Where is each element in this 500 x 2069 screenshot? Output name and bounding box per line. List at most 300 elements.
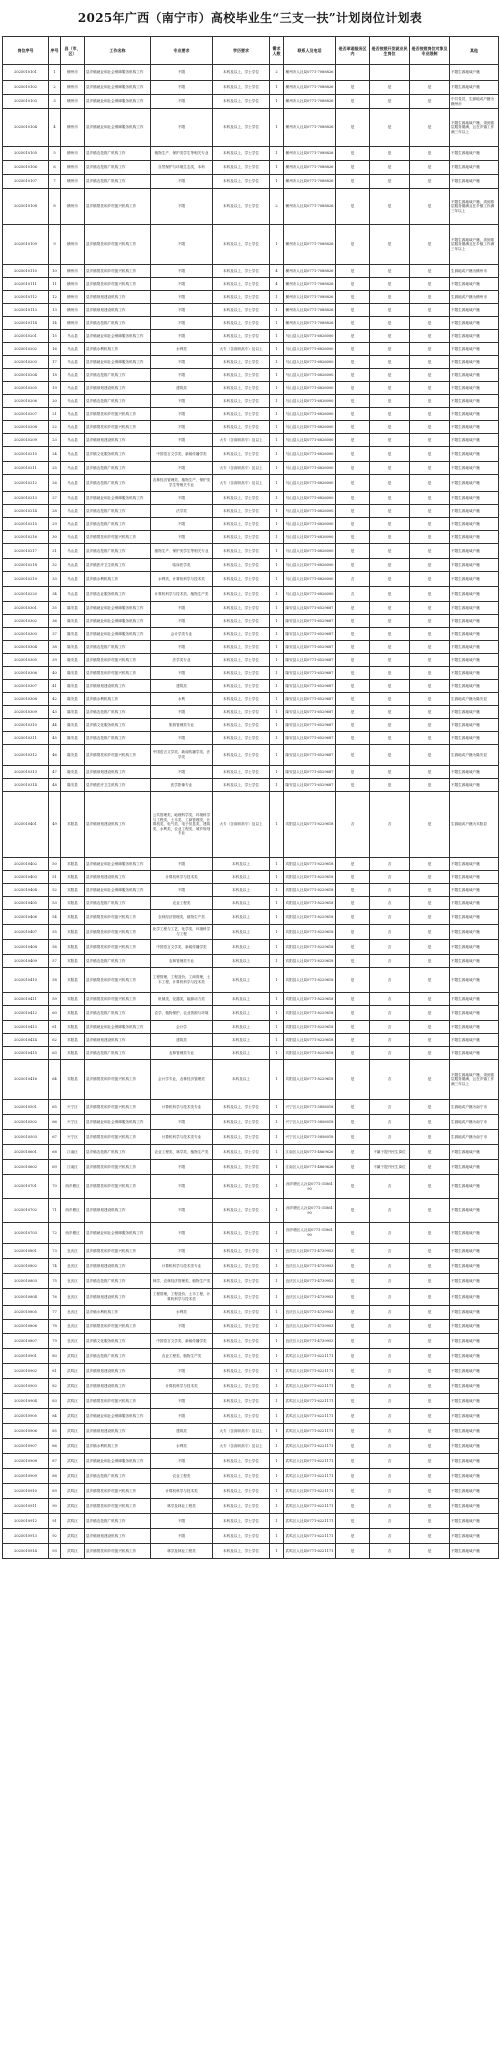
cell-notes: 不限生源地域户籍 — [450, 968, 499, 993]
column-header: 其他 — [450, 37, 499, 65]
cell-livelihood: 是 — [370, 175, 410, 189]
cell-livelihood: 是 — [370, 189, 410, 225]
cell-major: 法学类专业 — [151, 654, 213, 667]
cell-commit: 是 — [336, 559, 370, 572]
cell-position-code: 2025010310 — [3, 719, 49, 732]
cell-restriction: 是 — [410, 1394, 450, 1409]
table-row — [3, 421, 499, 434]
cell-livelihood: 否 — [370, 910, 410, 925]
cell-work-unit: 县乡镇农技推广机构工作 — [85, 1145, 151, 1160]
cell-position-code: 2025010907 — [3, 1439, 49, 1454]
cell-position-code: 2025010314 — [3, 779, 49, 792]
cell-major: 计算机科学与技术类专业 — [151, 1130, 213, 1145]
cell-major: 农业工程类，林学类，植物生产类 — [151, 1145, 213, 1160]
cell-notes: 不限生源地域户籍 — [450, 343, 499, 356]
table-row — [3, 265, 499, 278]
cell-commit: 是 — [336, 858, 370, 871]
cell-commit: 是 — [336, 369, 370, 382]
cell-major: 计算机科学与技术类，植物生产类 — [151, 587, 213, 602]
cell-work-unit: 县乡镇帮扶和乡村振兴机构工作 — [85, 1100, 151, 1115]
table-row — [3, 1454, 499, 1469]
cell-work-unit: 县乡镇水利机构工作 — [85, 1306, 151, 1320]
cell-livelihood: 否 — [370, 897, 410, 910]
cell-notes: 不限生源地域户籍 — [450, 871, 499, 884]
cell-work-unit: 县乡镇就业和社会保障服务机构工作 — [85, 492, 151, 505]
table-row — [3, 1060, 499, 1100]
cell-commit: 是 — [336, 1060, 370, 1100]
cell-contact: 隆安县人社局0771-6529687 — [284, 693, 336, 706]
cell-restriction: 是 — [410, 356, 450, 369]
cell-contact: 横州市人社局0771-7088826 — [284, 304, 336, 317]
cell-major: 农林经济管理类，植物生产、保护类学生等相关专业 — [151, 475, 213, 492]
cell-restriction: 是 — [410, 1034, 450, 1047]
cell-commit: 是 — [336, 189, 370, 225]
cell-contact: 马山县人社局0771-6826000 — [284, 395, 336, 408]
cell-work-unit: 县乡镇水利机构工作 — [85, 343, 151, 356]
cell-major: 公共管理类，地理科学类，环境科学与工程类，土木类，工商管理类，计算机类，电气类，电子信息类，建筑类，水利类，农业工程类，城乡规划专业 — [151, 792, 213, 858]
cell-restriction: 是 — [410, 745, 450, 766]
cell-serial-no: 17 — [49, 356, 61, 369]
cell-work-unit: 县乡镇就业和社会保障服务机构工作 — [85, 81, 151, 95]
cell-major: 不限 — [151, 1199, 213, 1223]
cell-education: 本科及以上，学士学位 — [213, 395, 270, 408]
cell-notes: 不限生源地域户籍 — [450, 897, 499, 910]
cell-education: 本科及以上 — [213, 1047, 270, 1060]
cell-serial-no: 77 — [49, 1306, 61, 1320]
cell-major: 不限 — [151, 317, 213, 330]
cell-position-code: 2025010416 — [3, 1060, 49, 1100]
cell-county: 隆安县 — [61, 628, 85, 641]
cell-restriction: 是 — [410, 1306, 450, 1320]
cell-major: 不限 — [151, 330, 213, 343]
cell-county: 宾阳县 — [61, 858, 85, 871]
cell-commit: 是 — [336, 1223, 370, 1244]
cell-education: 本科及以上，学士学位 — [213, 1529, 270, 1544]
cell-serial-no: 39 — [49, 654, 61, 667]
cell-commit: 是 — [336, 95, 370, 109]
cell-major: 水利类 — [151, 1439, 213, 1454]
cell-contact: 宾阳县人社局0771-8229618 — [284, 792, 336, 858]
cell-restriction: 是 — [410, 395, 450, 408]
cell-commit: 是 — [336, 615, 370, 628]
cell-livelihood: 是 — [370, 706, 410, 719]
cell-position-code: 2025010412 — [3, 1006, 49, 1021]
cell-restriction: 是 — [410, 505, 450, 518]
cell-major: 不限 — [151, 884, 213, 897]
cell-notes: 不限生源地域户籍 — [450, 475, 499, 492]
cell-restriction: 是 — [410, 369, 450, 382]
cell-position-code: 2025010106 — [3, 161, 49, 175]
cell-contact: 兴宁区人社局0771-5856018 — [284, 1130, 336, 1145]
cell-commit: 是 — [336, 278, 370, 291]
cell-commit: 是 — [336, 706, 370, 719]
cell-commit: 是 — [336, 1145, 370, 1160]
cell-livelihood: 否 — [370, 1349, 410, 1364]
cell-headcount: 1 — [270, 858, 284, 871]
table-row — [3, 925, 499, 940]
cell-position-code: 2025010408 — [3, 940, 49, 955]
cell-position-code: 2025010312 — [3, 745, 49, 766]
cell-livelihood: 是 — [370, 518, 410, 531]
cell-restriction: 是 — [410, 940, 450, 955]
cell-education: 本科及以上，学士学位 — [213, 1334, 270, 1349]
cell-notes: 不限生源地域户籍 — [450, 706, 499, 719]
cell-notes: 不限生源地域户籍 — [450, 1160, 499, 1175]
cell-position-code: 2025010906 — [3, 1424, 49, 1439]
cell-county: 西乡塘区 — [61, 1199, 85, 1223]
cell-position-code: 2025010914 — [3, 1544, 49, 1559]
cell-county: 马山县 — [61, 505, 85, 518]
cell-headcount: 1 — [270, 1259, 284, 1274]
cell-county: 隆安县 — [61, 745, 85, 766]
cell-notes: 不限生源地域户籍 — [450, 1544, 499, 1559]
cell-commit: 是 — [336, 434, 370, 447]
cell-education: 本科及以上，学士学位 — [213, 505, 270, 518]
cell-restriction: 是 — [410, 1289, 450, 1306]
cell-commit: 是 — [336, 1274, 370, 1289]
cell-contact: 宾阳县人社局0771-8229618 — [284, 993, 336, 1006]
cell-education: 本科及以上 — [213, 897, 270, 910]
cell-work-unit: 县乡镇就业和社会保障服务机构工作 — [85, 1115, 151, 1130]
cell-serial-no: 23 — [49, 434, 61, 447]
cell-serial-no: 67 — [49, 1130, 61, 1145]
cell-serial-no: 50 — [49, 858, 61, 871]
cell-major: 水利类，计算机科学与技术类 — [151, 572, 213, 587]
cell-notes: 不限生源地域户籍 — [450, 1175, 499, 1199]
cell-notes: 不限生源地域户籍 — [450, 1006, 499, 1021]
cell-headcount: 1 — [270, 779, 284, 792]
cell-serial-no: 89 — [49, 1484, 61, 1499]
cell-work-unit: 县乡镇帮扶和乡村振兴机构工作 — [85, 225, 151, 265]
cell-restriction: 是 — [410, 447, 450, 462]
cell-position-code: 2025010113 — [3, 304, 49, 317]
cell-livelihood: 否 — [370, 1469, 410, 1484]
cell-major: 不限 — [151, 175, 213, 189]
cell-serial-no: 32 — [49, 559, 61, 572]
cell-work-unit: 县乡镇帮扶和乡村振兴机构工作 — [85, 910, 151, 925]
cell-education: 本科及以上，学士学位 — [213, 421, 270, 434]
table-row — [3, 95, 499, 109]
cell-contact: 武鸣区人社局0771-6221171 — [284, 1529, 336, 1544]
table-row — [3, 161, 499, 175]
cell-commit: 是 — [336, 1175, 370, 1199]
cell-restriction: 是 — [410, 706, 450, 719]
cell-major: 不限 — [151, 858, 213, 871]
cell-major: 不限 — [151, 109, 213, 147]
cell-work-unit: 县乡镇就业和社会保障服务机构工作 — [85, 628, 151, 641]
cell-major: 不限 — [151, 356, 213, 369]
cell-education: 本科及以上，学士学位 — [213, 278, 270, 291]
cell-livelihood: 是 — [370, 732, 410, 745]
cell-restriction: 是 — [410, 1021, 450, 1034]
cell-education: 本科及以上，学士学位 — [213, 317, 270, 330]
cell-contact: 良庆区人社局0771-4739953 — [284, 1289, 336, 1306]
cell-serial-no: 80 — [49, 1349, 61, 1364]
cell-work-unit: 县乡镇农技推广机构工作 — [85, 544, 151, 559]
cell-contact: 隆安县人社局0771-6529687 — [284, 745, 336, 766]
cell-notes: 不限生源地域户籍，须到基层服务期满且在乡镇工作满三年以上 — [450, 225, 499, 265]
cell-work-unit: 县乡镇农技推广机构工作 — [85, 1514, 151, 1529]
cell-restriction: 是 — [410, 1145, 450, 1160]
cell-restriction: 是 — [410, 1223, 450, 1244]
cell-notes: 不限生源地域户籍 — [450, 1223, 499, 1244]
cell-notes: 不限生源地域户籍 — [450, 1274, 499, 1289]
cell-contact: 宾阳县人社局0771-8229618 — [284, 955, 336, 968]
cell-county: 横州市 — [61, 225, 85, 265]
cell-restriction: 是 — [410, 291, 450, 304]
cell-contact: 横州市人社局0771-7088826 — [284, 291, 336, 304]
cell-livelihood: 否 — [370, 940, 410, 955]
cell-livelihood: 是 — [370, 421, 410, 434]
cell-notes: 不限生源地域户籍 — [450, 940, 499, 955]
cell-restriction: 是 — [410, 910, 450, 925]
cell-restriction: 是 — [410, 95, 450, 109]
cell-county: 良庆区 — [61, 1306, 85, 1320]
cell-headcount: 1 — [270, 395, 284, 408]
cell-livelihood: 是 — [370, 147, 410, 161]
table-row — [3, 858, 499, 871]
cell-work-unit: 县乡镇规划建设机构工作 — [85, 680, 151, 693]
cell-education: 本科及以上，学士学位 — [213, 518, 270, 531]
cell-restriction: 是 — [410, 779, 450, 792]
column-header: 岗位序号 — [3, 37, 49, 65]
cell-commit: 否 — [336, 572, 370, 587]
cell-major: 不限 — [151, 421, 213, 434]
cell-work-unit: 县乡镇规划建设机构工作 — [85, 1424, 151, 1439]
cell-headcount: 1 — [270, 317, 284, 330]
cell-contact: 武鸣区人社局0771-6221171 — [284, 1514, 336, 1529]
cell-headcount: 1 — [270, 559, 284, 572]
cell-major: 农林经济管理类，植物生产类 — [151, 910, 213, 925]
cell-commit: 是 — [336, 641, 370, 654]
table-row — [3, 317, 499, 330]
cell-position-code: 2025010207 — [3, 408, 49, 421]
cell-contact: 隆安县人社局0771-6529687 — [284, 779, 336, 792]
cell-contact: 马山县人社局0771-6826000 — [284, 505, 336, 518]
cell-notes: 不限生源地域户籍 — [450, 1364, 499, 1379]
cell-commit: 是 — [336, 1499, 370, 1514]
cell-major: 临床医学类 — [151, 559, 213, 572]
cell-notes: 生源地或户籍为横州市 — [450, 291, 499, 304]
cell-livelihood: 是 — [370, 81, 410, 95]
cell-position-code: 2025010313 — [3, 766, 49, 779]
cell-position-code: 2025010415 — [3, 1047, 49, 1060]
cell-position-code: 2025010209 — [3, 434, 49, 447]
cell-work-unit: 县乡镇规划建设机构工作 — [85, 1199, 151, 1223]
cell-county: 横州市 — [61, 278, 85, 291]
cell-commit: 是 — [336, 1199, 370, 1223]
cell-position-code: 2025010110 — [3, 265, 49, 278]
cell-headcount: 1 — [270, 1454, 284, 1469]
cell-county: 武鸣区 — [61, 1424, 85, 1439]
cell-serial-no: 88 — [49, 1469, 61, 1484]
cell-contact: 马山县人社局0771-6826000 — [284, 421, 336, 434]
cell-county: 横州市 — [61, 291, 85, 304]
cell-serial-no: 35 — [49, 602, 61, 615]
cell-notes: 不限生源地域户籍 — [450, 1529, 499, 1544]
cell-headcount: 1 — [270, 897, 284, 910]
cell-contact: 武鸣区人社局0771-6221171 — [284, 1349, 336, 1364]
cell-serial-no: 84 — [49, 1409, 61, 1424]
cell-serial-no: 66 — [49, 1115, 61, 1130]
cell-restriction: 是 — [410, 317, 450, 330]
cell-county: 武鸣区 — [61, 1469, 85, 1484]
cell-contact: 宾阳县人社局0771-8229618 — [284, 925, 336, 940]
cell-notes: 不限生源地域户籍 — [450, 1439, 499, 1454]
cell-headcount: 1 — [270, 719, 284, 732]
cell-contact: 宾阳县人社局0771-8229618 — [284, 1060, 336, 1100]
cell-county: 宾阳县 — [61, 897, 85, 910]
cell-work-unit: 县乡镇就业和社会保障服务机构工作 — [85, 884, 151, 897]
cell-contact: 横州市人社局0771-7088826 — [284, 147, 336, 161]
cell-livelihood: 否 — [370, 1454, 410, 1469]
cell-position-code: 2025010703 — [3, 1223, 49, 1244]
cell-work-unit: 县乡镇帮扶和乡村振兴机构工作 — [85, 667, 151, 680]
cell-headcount: 1 — [270, 81, 284, 95]
cell-education: 本科及以上 — [213, 940, 270, 955]
cell-notes: 不限生源地域户籍 — [450, 1424, 499, 1439]
cell-livelihood: 否 — [370, 1060, 410, 1100]
table-row — [3, 518, 499, 531]
cell-county: 隆安县 — [61, 602, 85, 615]
table-row — [3, 492, 499, 505]
cell-major: 不限 — [151, 225, 213, 265]
cell-headcount: 1 — [270, 745, 284, 766]
table-row — [3, 871, 499, 884]
cell-work-unit: 县乡镇规划建设机构工作 — [85, 1364, 151, 1379]
cell-serial-no: 59 — [49, 993, 61, 1006]
table-row — [3, 462, 499, 475]
cell-restriction: 是 — [410, 693, 450, 706]
cell-headcount: 1 — [270, 291, 284, 304]
cell-notes: 不限生源地域户籍 — [450, 732, 499, 745]
table-row — [3, 572, 499, 587]
cell-county: 隆安县 — [61, 680, 85, 693]
cell-work-unit: 县乡镇文化服务机构工作 — [85, 447, 151, 462]
cell-livelihood: 是 — [370, 719, 410, 732]
cell-education: 本科及以上，学士学位 — [213, 1320, 270, 1334]
cell-county: 马山县 — [61, 369, 85, 382]
cell-work-unit: 县乡镇规划建设机构工作 — [85, 434, 151, 447]
cell-serial-no: 12 — [49, 291, 61, 304]
cell-livelihood: 否 — [370, 1409, 410, 1424]
cell-livelihood: 是 — [370, 505, 410, 518]
cell-work-unit: 县乡镇规划建设机构工作 — [85, 1529, 151, 1544]
cell-restriction: 是 — [410, 993, 450, 1006]
cell-work-unit: 县乡镇就业和社会保障服务机构工作 — [85, 109, 151, 147]
cell-county: 马山县 — [61, 544, 85, 559]
cell-county: 横州市 — [61, 317, 85, 330]
cell-work-unit: 县乡镇农技推广机构工作 — [85, 1349, 151, 1364]
cell-livelihood — [370, 65, 410, 81]
cell-contact: 良庆区人社局0771-4739953 — [284, 1334, 336, 1349]
cell-notes: 不限生源地域户籍 — [450, 910, 499, 925]
cell-contact: 马山县人社局0771-6826000 — [284, 518, 336, 531]
cell-livelihood: 是 — [370, 447, 410, 462]
cell-notes: 不限生源地域户籍 — [450, 1021, 499, 1034]
cell-contact: 隆安县人社局0771-6529687 — [284, 706, 336, 719]
cell-headcount: 1 — [270, 1006, 284, 1021]
cell-notes: 生源地或户籍为隆安县 — [450, 745, 499, 766]
table-row — [3, 680, 499, 693]
cell-serial-no: 6 — [49, 161, 61, 175]
cell-education: 本科及以上 — [213, 884, 270, 897]
cell-restriction: 是 — [410, 225, 450, 265]
cell-restriction: 是 — [410, 602, 450, 615]
cell-major: 不限 — [151, 1454, 213, 1469]
cell-work-unit: 县乡镇帮扶和乡村振兴机构工作 — [85, 278, 151, 291]
cell-contact: 武鸣区人社局0771-6221171 — [284, 1484, 336, 1499]
cell-serial-no: 10 — [49, 265, 61, 278]
cell-position-code: 2025010205 — [3, 382, 49, 395]
cell-work-unit: 县乡镇文化服务机构工作 — [85, 1334, 151, 1349]
cell-livelihood: 是 — [370, 369, 410, 382]
cell-county: 宾阳县 — [61, 955, 85, 968]
cell-notes: 不限生源地域户籍 — [450, 304, 499, 317]
cell-major: 工程管理，工程造价，土木工程，计算机科学与技术类 — [151, 1289, 213, 1306]
cell-contact: 宾阳县人社局0771-8229618 — [284, 871, 336, 884]
cell-notes: 不限生源地域户籍 — [450, 369, 499, 382]
cell-work-unit: 县乡镇农技推广机构工作 — [85, 706, 151, 719]
cell-education: 大专（含高职高专）及以上 — [213, 792, 270, 858]
cell-serial-no: 41 — [49, 680, 61, 693]
cell-work-unit: 县乡镇规划建设机构工作 — [85, 766, 151, 779]
cell-education: 本科及以上，学士学位 — [213, 572, 270, 587]
cell-contact: 宾阳县人社局0771-8229618 — [284, 940, 336, 955]
cell-commit: 是 — [336, 382, 370, 395]
cell-work-unit: 县乡镇帮扶和乡村振兴机构工作 — [85, 1499, 151, 1514]
table-row — [3, 792, 499, 858]
cell-contact: 武鸣区人社局0771-6221171 — [284, 1409, 336, 1424]
cell-notes: 不限生源地域户籍 — [450, 641, 499, 654]
cell-notes: 生源地或户籍为宾阳县 — [450, 792, 499, 858]
table-row — [3, 1544, 499, 1559]
cell-county: 良庆区 — [61, 1274, 85, 1289]
cell-county: 宾阳县 — [61, 1034, 85, 1047]
cell-commit: 是 — [336, 1100, 370, 1115]
cell-contact: 宾阳县人社局0771-8229618 — [284, 858, 336, 871]
cell-work-unit: 县乡镇帮扶和乡村振兴机构工作 — [85, 1060, 151, 1100]
cell-work-unit: 县乡镇农业服务机构工作 — [85, 587, 151, 602]
cell-major: 计算机科学与技术类 — [151, 1484, 213, 1499]
cell-position-code: 2025010405 — [3, 897, 49, 910]
cell-livelihood: 否 — [370, 1514, 410, 1529]
table-row — [3, 1100, 499, 1115]
cell-work-unit: 县乡镇就业和社会保障服务机构工作 — [85, 95, 151, 109]
cell-commit: 是 — [336, 343, 370, 356]
cell-restriction: 是 — [410, 531, 450, 544]
cell-county: 隆安县 — [61, 667, 85, 680]
cell-restriction: 是 — [410, 265, 450, 278]
table-row — [3, 1047, 499, 1060]
cell-notes: 中共党员，生源地或户籍为横州市 — [450, 95, 499, 109]
cell-livelihood: 否 — [370, 1034, 410, 1047]
cell-position-code: 2025010904 — [3, 1394, 49, 1409]
cell-work-unit: 县乡镇医疗卫生机构工作 — [85, 559, 151, 572]
cell-county: 良庆区 — [61, 1334, 85, 1349]
cell-livelihood: 是 — [370, 667, 410, 680]
table-row — [3, 65, 499, 81]
cell-position-code: 2025010403 — [3, 871, 49, 884]
cell-commit: 否 — [336, 792, 370, 858]
table-row — [3, 175, 499, 189]
cell-position-code: 2025010213 — [3, 492, 49, 505]
cell-contact: 隆安县人社局0771-6529687 — [284, 628, 336, 641]
cell-education: 本科及以上，学士学位 — [213, 1259, 270, 1274]
cell-education: 本科及以上，学士学位 — [213, 175, 270, 189]
cell-position-code: 2025010211 — [3, 462, 49, 475]
table-row — [3, 81, 499, 95]
